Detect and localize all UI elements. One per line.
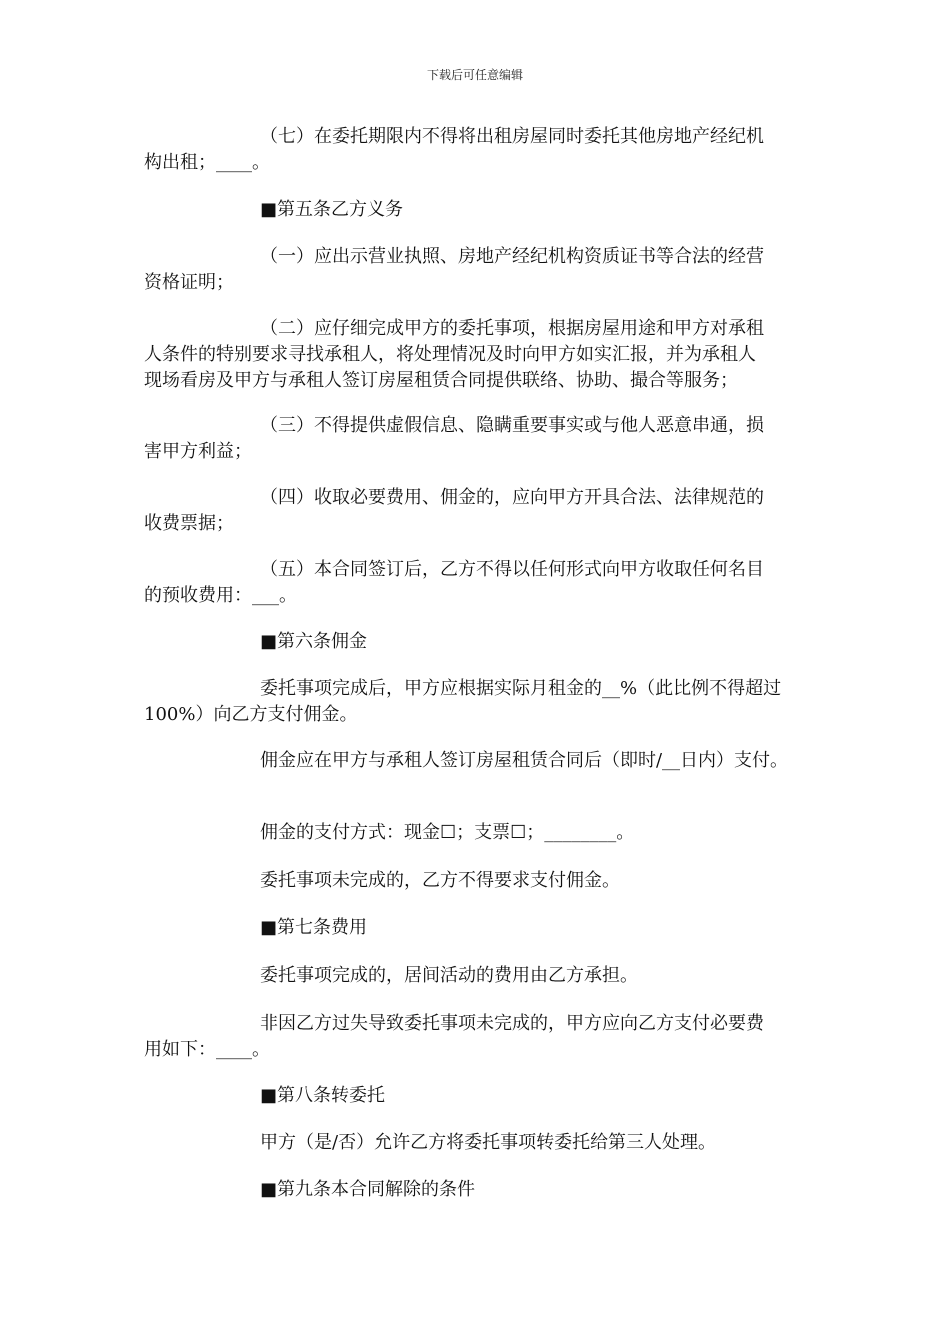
section-heading-article-6: ■第六条佣金 [260, 631, 368, 652]
commission-payment-method: 佣金的支付方式：现金☐；支票☐；________。 [260, 822, 635, 843]
commission-timing-paragraph: 佣金应在甲方与承租人签订房屋租赁合同后（即时/__日内）支付。 [260, 750, 789, 771]
section-heading-article-9: ■第九条本合同解除的条件 [260, 1179, 476, 1200]
page-header: 下载后可任意编辑 [426, 68, 523, 82]
clause-5-item-5: （五）本合同签订后，乙方不得以任何形式向甲方收取任何名目 的预收费用：___。 [144, 559, 764, 606]
commission-rate-paragraph: 委托事项完成后，甲方应根据实际月租金的__%（此比例不得超过 100%）向乙方支付佣金。 [144, 678, 782, 725]
expenses-unfinished-paragraph: 非因乙方过失导致委托事项未完成的，甲方应向乙方支付必要费 用如下：____。 [144, 1013, 764, 1060]
section-heading-article-8: ■第八条转委托 [260, 1085, 386, 1106]
commission-unfinished-paragraph: 委托事项未完成的，乙方不得要求支付佣金。 [260, 870, 620, 891]
expenses-completed-paragraph: 委托事项完成的，居间活动的费用由乙方承担。 [260, 965, 638, 986]
clause-4-item-7: （七）在委托期限内不得将出租房屋同时委托其他房地产经纪机 构出租；____。 [144, 126, 764, 173]
section-heading-article-5: ■第五条乙方义务 [260, 199, 404, 220]
clause-5-item-2: （二）应仔细完成甲方的委托事项，根据房屋用途和甲方对承租 人条件的特别要求寻找承租人，将处理情况及时向甲方如实汇报，并为承租人 现场看房及甲方与承租人签订房屋租赁合同提供联络、协助、撮合等服务； [144, 318, 764, 391]
subcontract-paragraph: 甲方（是/否）允许乙方将委托事项转委托给第三人处理。 [260, 1132, 717, 1153]
clause-5-item-1: （一）应出示营业执照、房地产经纪机构资质证书等合法的经营 资格证明； [144, 246, 764, 293]
section-heading-article-7: ■第七条费用 [260, 917, 368, 938]
clause-5-item-4: （四）收取必要费用、佣金的，应向甲方开具合法、法律规范的 收费票据； [144, 487, 764, 534]
clause-5-item-3: （三）不得提供虚假信息、隐瞒重要事实或与他人恶意串通，损 害甲方利益； [144, 415, 764, 462]
